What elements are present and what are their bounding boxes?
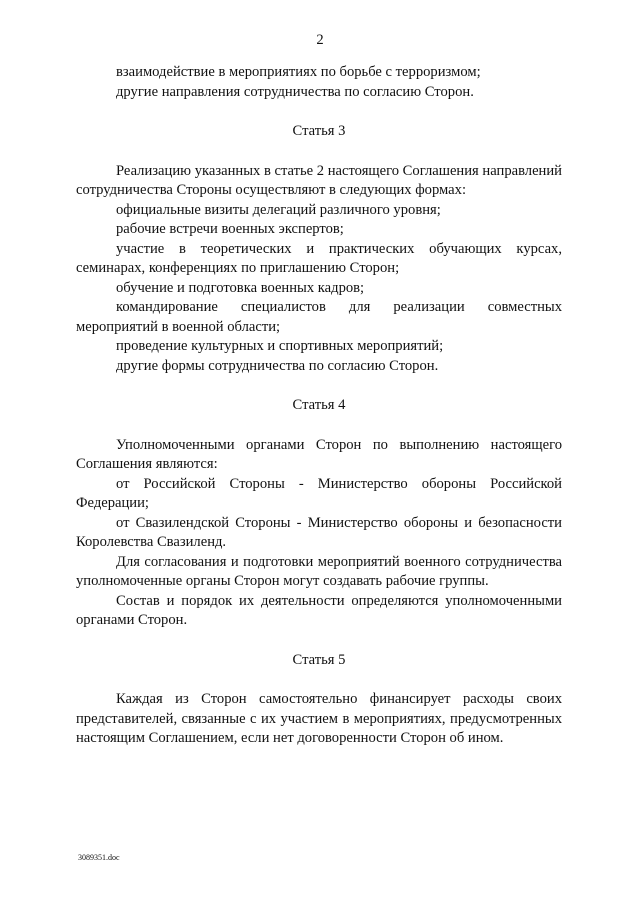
- paragraph: Реализацию указанных в статье 2 настоящего Соглашения направлений сотрудничества Стороны осуществляют в следующих формах:: [76, 162, 562, 198]
- paragraph: другие направления сотрудничества по согласию Сторон.: [116, 83, 474, 100]
- list-item: от Свазилендской Стороны - Министерство обороны и безопасности Королевства Свазиленд.: [76, 514, 562, 550]
- article-heading: Статья 3: [292, 123, 346, 139]
- footer-file-reference: 3089351.doc: [78, 853, 120, 862]
- list-item: участие в теоретических и практических обучающих курсах, семинарах, конференциях по приглашению Сторон;: [76, 240, 562, 276]
- article-heading: Статья 4: [292, 397, 346, 413]
- paragraph: Состав и порядок их деятельности определяются уполномоченными органами Сторон.: [76, 592, 562, 628]
- list-item: рабочие встречи военных экспертов;: [116, 221, 344, 237]
- document-body: [76, 63, 562, 749]
- paragraph: Для согласования и подготовки мероприятий военного сотрудничества уполномоченные органы Сторон могут создавать рабочие группы.: [76, 553, 562, 589]
- list-item: официальные визиты делегаций различного уровня;: [116, 201, 441, 218]
- list-item: обучение и подготовка военных кадров;: [116, 279, 365, 296]
- paragraph: взаимодействие в мероприятиях по борьбе с терроризмом;: [116, 64, 481, 80]
- list-item: от Российской Стороны - Министерство обороны Российской Федерации;: [76, 475, 562, 511]
- paragraph: Каждая из Сторон самостоятельно финансирует расходы своих представителей, связанные с их участием в мероприятиях, предусмотренных настоящим Соглашением, если нет договоренности Сторон об ином.: [76, 691, 562, 746]
- page-number: 2: [316, 32, 324, 48]
- paragraph: Уполномоченными органами Сторон по выполнению настоящего Соглашения являются:: [76, 436, 562, 472]
- article-heading: Статья 5: [292, 651, 346, 668]
- list-item: командирование специалистов для реализации совместных мероприятий в военной области;: [76, 299, 562, 335]
- list-item: другие формы сотрудничества по согласию Сторон.: [116, 357, 439, 374]
- list-item: проведение культурных и спортивных мероприятий;: [116, 338, 444, 354]
